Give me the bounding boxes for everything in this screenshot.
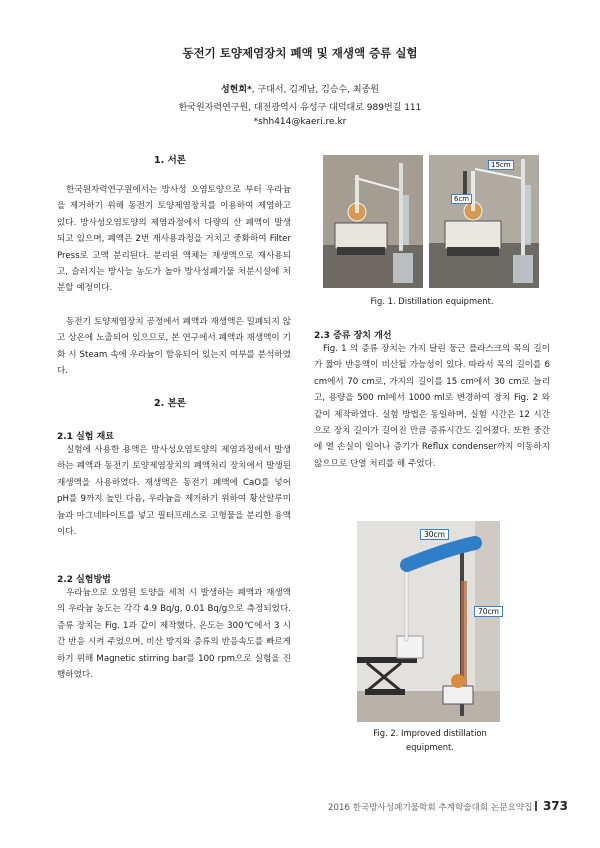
section-2-2-paragraph: 우라늄으로 오염된 토양을 세척 시 발생하는 폐액과 재생액의 우라늄 농도는 각각 4.9 Bq/g, 0.01 Bq/g으로 측정되었다. 증류 장치는 Fig. 1과 같이 제작했다. 온도는 300℃에서 3 시간 반응 시켜 주었으며, 비산 방지와 증류의 반응속도를 빠르게 하기 위해 Magnetic stirring bar를 100 rpm으로 실험을 진행하였다.: [57, 588, 291, 681]
figure-2-caption-line-2: equipment.: [406, 742, 454, 752]
section-2-1-heading: 2.1 실험 재료: [57, 432, 114, 442]
section-2-3-heading: 2.3 증류 장치 개선: [314, 331, 392, 341]
page-number: 373: [542, 799, 568, 813]
author-list: [0, 82, 600, 95]
figure-1-caption: Fig. 1. Distillation equipment.: [370, 296, 494, 306]
section-2-1-paragraph: 실험에 사용한 용액은 방사성오염토양의 제염과정에서 발생하는 폐액과 동전기 토양제염장치의 폐액처리 장치에서 발생된 재생액을 사용하였다. 재생액은 동전기 폐액에 CaO를 넣어 pH를 9까지 높인 다음, 우라늄을 제거하기 위하여 황산알루미늄과 마그네타이트를 넣고 필터프레스로 고형물을 분리한 용액이다.: [57, 445, 291, 538]
figure-1-label-6cm: 6cm: [451, 194, 472, 204]
figure-1-photo-left: [323, 155, 423, 288]
section-2-3-paragraph: Fig. 1 의 증류 장치는 가지 달린 둥근 플라스크의 목의 길이가 짧아 반응액이 비산될 가능성이 있다. 따라서 목의 길이를 6 cm에서 70 cm로, 가지의 길이를 15 cm에서 30 cm로 늘리고, 용량을 500 ml에서 1000 ml로 변경하여 장치 Fig. 2 와 같이 제작하였다. 실험 방법은 동일하며, 실험 시간은 12 시간으로 장치 길이가 길어진 만큼 증류시간도 길어졌다. 또한 중간에 열 손실이 일어나 증기가 Reflux condenser까지 이동하지 않으므로 단열 처리를 해 주었다.: [314, 344, 550, 469]
affiliation: 한국원자력연구원, 대전광역시 유성구 대덕대로 989번길 111: [178, 103, 422, 113]
contact-email: *shh414@kaeri.re.kr: [253, 117, 347, 127]
figure-2-photo: [357, 521, 500, 722]
figure-2-caption: [340, 726, 520, 754]
section-2-heading: 2. 본론: [154, 398, 186, 409]
footer-divider: [535, 801, 537, 811]
figure-2-label-70cm: 70cm: [474, 606, 503, 617]
figure-1-label-15cm: 15cm: [488, 160, 514, 170]
section-1-heading: 1. 서론: [154, 155, 186, 166]
section-1-paragraph-2: 동전기 토양제염장치 공정에서 폐액과 재생액은 밀폐되지 않고 상온에 노출되어 있으므로, 본 연구에서 폐액과 재생액이 기화 시 Steam 속에 우라늄이 함유되어 있는지 여부를 분석하였다.: [57, 317, 291, 377]
figure-2-label-30cm: 30cm: [420, 529, 449, 540]
figure-1-photo-right: [429, 155, 539, 288]
co-authors: , 구대서, 김계남, 김승수, 최종원: [251, 85, 379, 95]
page-footer: [328, 799, 568, 813]
figure-2-caption-line-1: Fig. 2. Improved distillation: [373, 728, 487, 738]
lead-author: 성현희*: [220, 85, 252, 95]
section-1-paragraph-1: 한국원자력연구원에서는 방사성 오염토양으로 부터 우라늄을 제거하기 위해 동전기 토양제염장치를 이용하여 제염하고 있다. 방사성오염토양의 제염과정에서 다량의 산 폐액이 발생되고 있으며, 폐액은 2번 재사용과정을 거치고 중화하여 Filter Press로 고액 분리된다. 분리된 액체는 재생액으로 재사용되고, 슬러지는 방사능 농도가 높아 방사성폐기물 처분시설에 처분할 예정이다.: [57, 185, 291, 294]
footer-proceedings: 2016 한국방사성폐기물학회 추계학술대회 논문요약집: [328, 803, 533, 813]
section-2-2-heading: 2.2 실험방법: [57, 575, 111, 585]
paper-title: 동전기 토양제염장치 폐액 및 재생액 증류 실험: [182, 46, 418, 60]
